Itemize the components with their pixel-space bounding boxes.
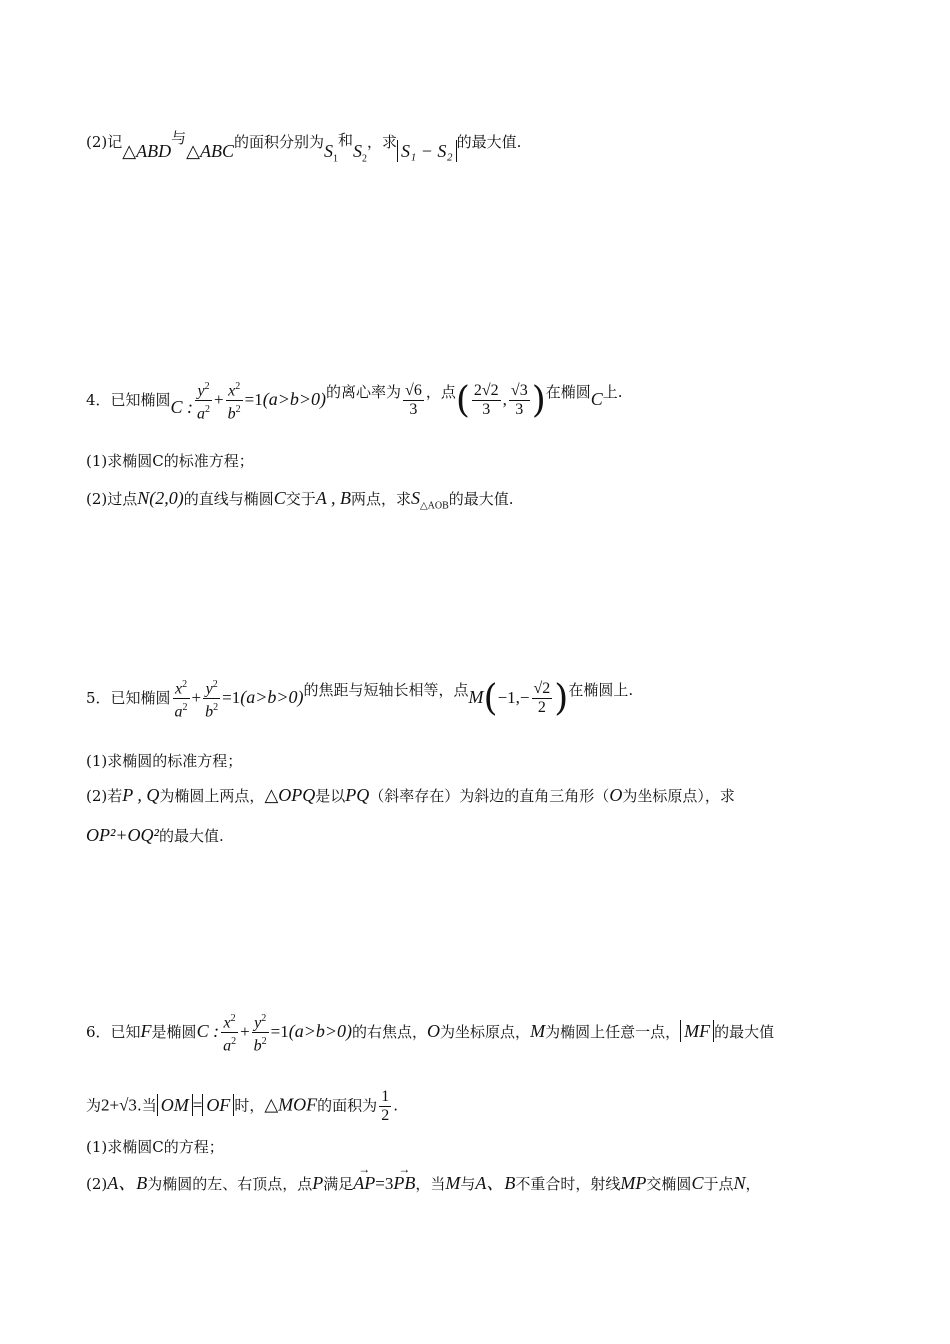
q5-part2 bbox=[86, 784, 735, 807]
text: 交于 bbox=[285, 490, 316, 508]
text: 两点，求 bbox=[350, 490, 411, 508]
q6-statement-cont bbox=[86, 1088, 398, 1125]
text: 不重合时，射线 bbox=[515, 1175, 621, 1193]
text: . bbox=[393, 1096, 398, 1115]
text: 是以 bbox=[315, 787, 346, 805]
text: (2) bbox=[86, 1175, 108, 1193]
frac-half: $\frac{1}{2}$ bbox=[381, 1088, 390, 1124]
math-max-value: 2+√3 bbox=[101, 1095, 137, 1115]
q5-part2-cont bbox=[86, 824, 224, 847]
math-s2: $S_2$ bbox=[352, 141, 367, 165]
math-p: P bbox=[312, 1173, 324, 1193]
text: 的最大值. bbox=[158, 827, 224, 845]
q6-part1: (1)求椭圆C的方程； bbox=[86, 1138, 224, 1156]
text: 时， bbox=[234, 1096, 265, 1115]
math-triangle-mof: △MOF bbox=[264, 1094, 318, 1115]
text: 在椭圆 bbox=[545, 382, 591, 401]
text: .当 bbox=[136, 1096, 157, 1115]
math-eq: =1 bbox=[270, 1021, 289, 1041]
q6-statement: 6．已知F是椭圆C : $\frac{x^2}{a^2}$ + $\frac{y^2}{b^2}$ =1(a>b>0)的右焦点，O为坐标原点，M为椭圆上任意一点， MF 的最大值 bbox=[86, 1010, 774, 1056]
text: 上. bbox=[602, 382, 623, 401]
text: ， bbox=[745, 1175, 761, 1193]
text: 为椭圆上任意一点， bbox=[545, 1022, 681, 1041]
math-abs-mf: MF bbox=[680, 1020, 714, 1042]
math-triangle-abd: △ABD bbox=[122, 141, 172, 161]
frac-point-x: $\frac{2√2}{3}$ bbox=[473, 382, 499, 419]
text: 的最大值 bbox=[714, 1022, 775, 1041]
frac-eccentricity: $\frac{√6}{3}$ bbox=[405, 382, 422, 419]
text: 的最大值. bbox=[456, 133, 522, 151]
math-n: N bbox=[733, 1173, 746, 1193]
text: 的离心率为 bbox=[326, 382, 402, 401]
text: 的面积分别为 bbox=[233, 133, 324, 151]
text: 在椭圆上. bbox=[568, 680, 634, 699]
text: 的焦距与短轴长相等，点 bbox=[303, 680, 469, 699]
math-mp: MP bbox=[620, 1173, 647, 1193]
math-m-x: −1,− bbox=[497, 687, 530, 707]
math-s1: $S_1$ bbox=[323, 141, 338, 165]
math-c: C : bbox=[170, 396, 194, 417]
math-pq: P , Q bbox=[122, 785, 160, 805]
text: ，求 bbox=[366, 133, 397, 151]
math-abs-of: OF bbox=[202, 1094, 234, 1116]
frac-m-y: $\frac{√2}{2}$ bbox=[533, 680, 551, 717]
text: 的面积为 bbox=[317, 1096, 378, 1115]
math-eq: =1 bbox=[244, 389, 263, 409]
math-ab: A、B bbox=[475, 1173, 516, 1193]
q3-part2 bbox=[86, 129, 522, 165]
text: 为 bbox=[86, 1096, 102, 1115]
text: 与 bbox=[171, 129, 187, 147]
text: 的右焦点， bbox=[352, 1022, 428, 1041]
q5-statement: 5．已知椭圆 $\frac{x^2}{a^2}$ + $\frac{y^2}{b^2}$ =1(a>b>0)的焦距与短轴长相等，点M(−1,− $\frac{√2}{2}$ )在椭圆上. bbox=[86, 677, 634, 721]
q5-part1: (1)求椭圆的标准方程； bbox=[86, 752, 243, 770]
frac-y2-b2: $\frac{y^2}{b^2}$ bbox=[252, 1010, 269, 1056]
math-m: M bbox=[445, 1173, 461, 1193]
text: 交椭圆 bbox=[646, 1175, 692, 1193]
text: (2)记 bbox=[86, 133, 123, 151]
text: 为椭圆上两点， bbox=[159, 787, 265, 805]
question-number: 4．已知椭圆 bbox=[86, 390, 171, 409]
math-c: C bbox=[273, 488, 286, 508]
text: 和 bbox=[337, 131, 353, 149]
text: 的直线与椭圆 bbox=[183, 490, 274, 508]
text: 的最大值. bbox=[448, 490, 514, 508]
math-point-m: M bbox=[468, 686, 484, 707]
q4-part2 bbox=[86, 487, 514, 518]
q4-part1: (1)求椭圆C的标准方程； bbox=[86, 452, 254, 470]
math-ab: A、B bbox=[107, 1173, 148, 1193]
math-eq: =1 bbox=[222, 687, 241, 707]
math-point-n: N(2,0) bbox=[137, 488, 184, 508]
frac-y2-a2: $\frac{y^2}{a^2}$ bbox=[195, 378, 212, 424]
text: (2)过点 bbox=[86, 490, 138, 508]
frac-x2-b2: $\frac{x^2}{b^2}$ bbox=[226, 378, 243, 424]
text: 为坐标原点， bbox=[440, 1022, 531, 1041]
q6-part2 bbox=[86, 1172, 761, 1195]
math-f: F bbox=[140, 1020, 152, 1041]
text: 为椭圆的左、右顶点，点 bbox=[147, 1175, 313, 1193]
math-m: M bbox=[530, 1020, 546, 1041]
math-vector-pb: → PB bbox=[393, 1172, 415, 1194]
frac-x2-a2: $\frac{x^2}{a^2}$ bbox=[173, 676, 190, 722]
question-number: 6．已知 bbox=[86, 1022, 141, 1041]
text: ，点 bbox=[425, 382, 456, 401]
math-abs-diff: S₁ − S₂ bbox=[397, 140, 457, 162]
math-eq: = bbox=[192, 1095, 203, 1115]
math-c: C : bbox=[196, 1020, 220, 1041]
math-vector-ap: → AP bbox=[353, 1172, 375, 1194]
text: 为坐标原点），求 bbox=[622, 787, 735, 805]
math-c: C bbox=[590, 388, 603, 409]
math-o: O bbox=[427, 1020, 441, 1041]
math-op2-oq2: OP²+OQ² bbox=[86, 825, 159, 845]
text: ，当 bbox=[415, 1175, 446, 1193]
frac-x2-a2: $\frac{x^2}{a^2}$ bbox=[221, 1010, 238, 1056]
math-triangle-abc: △ABC bbox=[186, 141, 234, 161]
math-s-aob: $S_{\triangle AOB}$ bbox=[410, 488, 449, 512]
math-condition: (a>b>0) bbox=[240, 686, 304, 707]
math-abs-om: OM bbox=[157, 1094, 193, 1116]
question-number: 5．已知椭圆 bbox=[86, 688, 171, 707]
text: 与 bbox=[460, 1175, 476, 1193]
text: 于点 bbox=[703, 1175, 734, 1193]
q4-statement: 4．已知椭圆C : $\frac{y^2}{a^2}$ + $\frac{x^2}{b^2}$ =1(a>b>0)的离心率为 $\frac{√6}{3}$ ，点( $\frac{2√2}{3}$ , $\frac{√3}{3}$ )在椭圆C上. bbox=[86, 379, 623, 423]
math-condition: (a>b>0) bbox=[288, 1020, 353, 1041]
math-eq: =3 bbox=[375, 1174, 394, 1193]
text: （斜率存在）为斜边的直角三角形（ bbox=[369, 787, 610, 805]
math-pq: PQ bbox=[345, 785, 370, 805]
text: 满足 bbox=[323, 1175, 354, 1193]
frac-y2-b2: $\frac{y^2}{b^2}$ bbox=[203, 676, 220, 722]
math-o: O bbox=[609, 785, 623, 805]
text: (2)若 bbox=[86, 787, 123, 805]
math-triangle-opq: △OPQ bbox=[264, 785, 316, 805]
frac-point-y: $\frac{√3}{3}$ bbox=[510, 382, 528, 419]
math-c: C bbox=[691, 1173, 704, 1193]
math-ab: A , B bbox=[315, 488, 351, 508]
text: 是椭圆 bbox=[151, 1022, 197, 1041]
math-condition: (a>b>0) bbox=[262, 388, 327, 409]
